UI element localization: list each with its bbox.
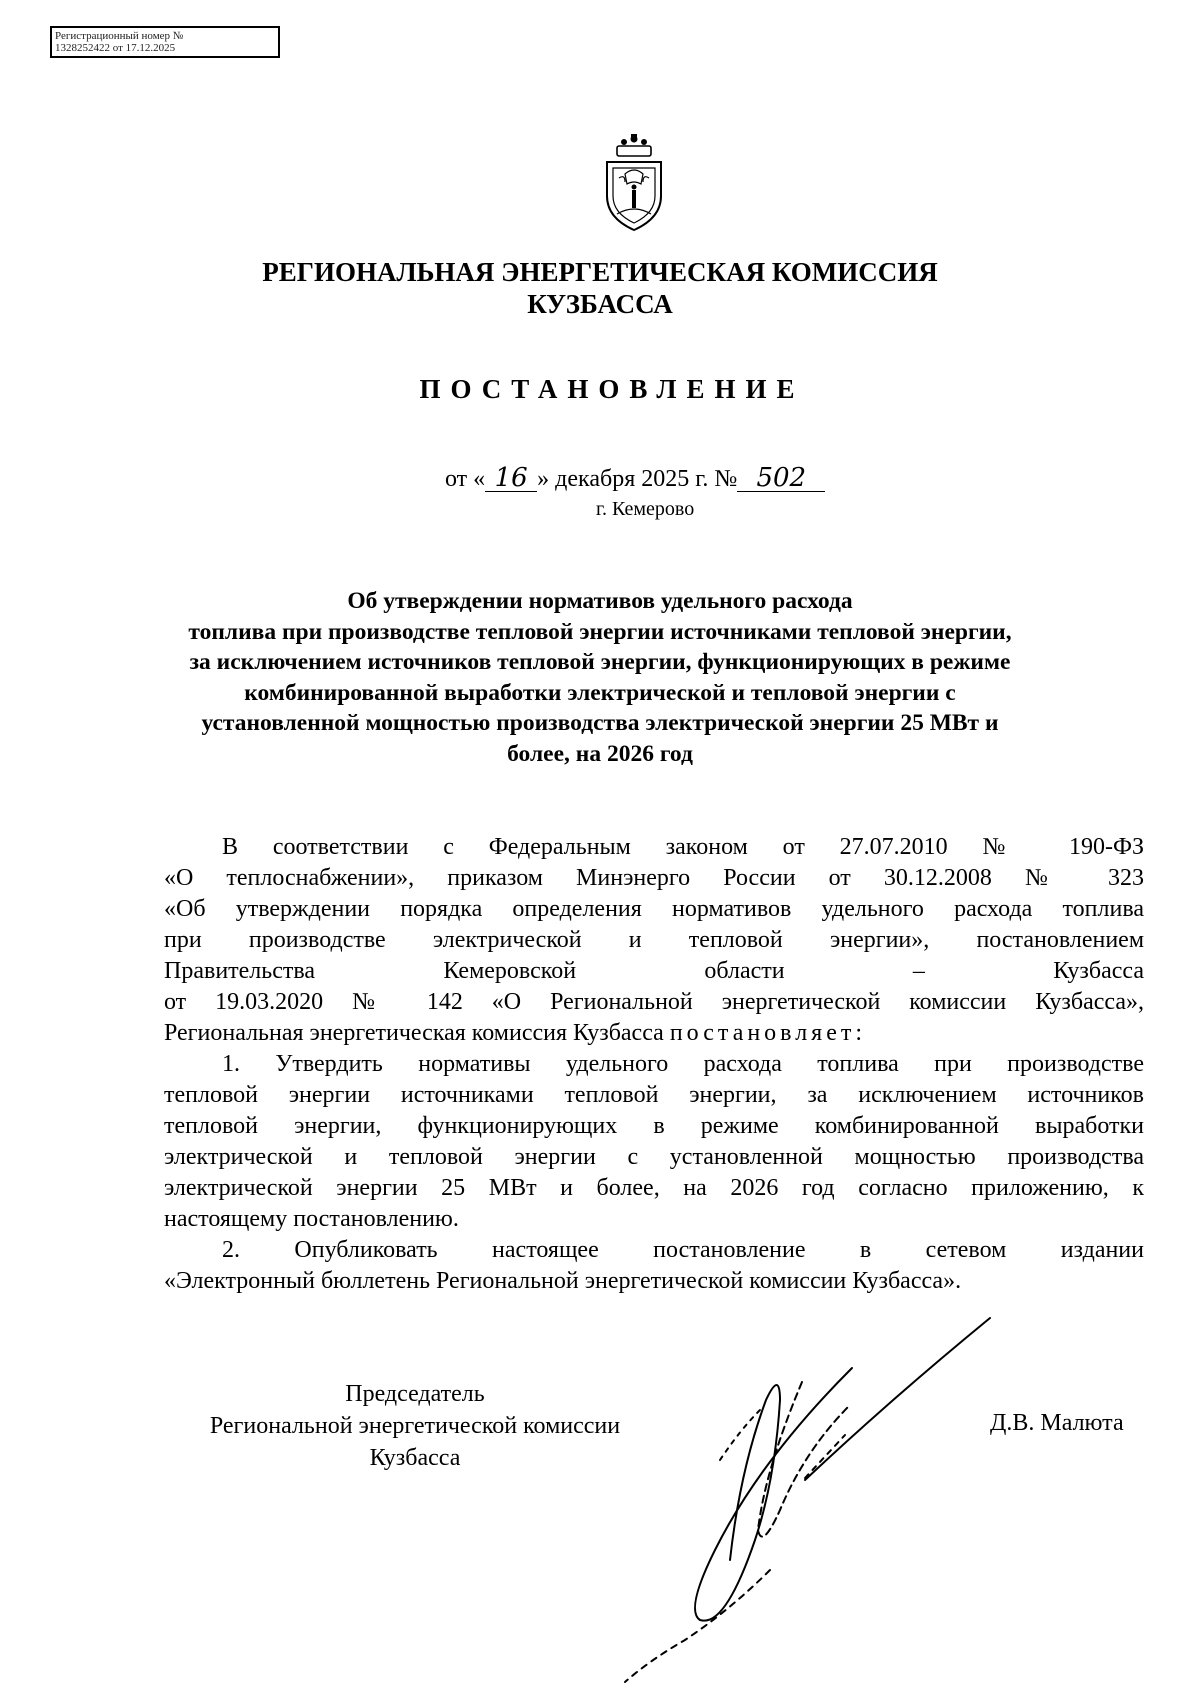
item-2-last-line: «Электронный бюллетень Региональной энергетической комиссии Кузбасса».	[164, 1268, 962, 1294]
item-1-line: тепловой энергии источниками тепловой энергии, за исключением источников	[164, 1082, 1144, 1108]
preamble-line: при производстве электрической и тепловой энергии», постановлением	[164, 927, 1144, 953]
subject-line: комбинированной выработки электрической и тепловой энергии с	[244, 679, 956, 706]
item-1-line: электрической энергии 25 МВт и более, на 2026 год согласно приложению, к	[164, 1175, 1144, 1201]
organization-title	[0, 256, 1200, 320]
item-2-line: 2. Опубликовать настоящее постановление в сетевом издании	[222, 1237, 1144, 1263]
subject-line: Об утверждении нормативов удельного расхода	[347, 588, 853, 614]
item-1-paragraph	[164, 1049, 1144, 1235]
item-1-last-line: настоящему постановлению.	[164, 1206, 459, 1232]
preamble-line: «Об утверждении порядка определения нормативов удельного расхода топлива	[164, 896, 1144, 922]
subject-line: топлива при производстве тепловой энергии источниками тепловой энергии,	[188, 618, 1012, 645]
subject-line: более, на 2026 год	[507, 740, 693, 767]
item-1-line: тепловой энергии, функционирующих в режиме комбинированной выработки	[164, 1113, 1144, 1139]
signer-title-line2: Региональной энергетической комиссии	[209, 1413, 621, 1439]
document-type: ПОСТАНОВЛЕНИЕ	[419, 374, 805, 404]
preamble-line: «О теплоснабжении», приказом Минэнерго России от 30.12.2008 № 323	[164, 865, 1144, 891]
signer-title-line1: Председатель	[345, 1381, 485, 1407]
preamble-line: от 19.03.2020 № 142 «О Региональной энергетической комиссии Кузбасса»,	[164, 989, 1144, 1015]
preamble-paragraph	[164, 832, 1144, 1049]
registration-number: 1328252422 от 17.12.2025	[55, 42, 176, 54]
city: г. Кемерово	[596, 498, 695, 520]
date-middle: » декабря 2025 г. №	[537, 466, 738, 492]
item-1-line: электрической и тепловой энергии с установленной мощностью производства	[164, 1144, 1144, 1170]
subject-line: за исключением источников тепловой энергии, функционирующих в режиме	[189, 649, 1011, 675]
registration-label: Регистрационный номер №	[55, 30, 184, 42]
signer-name: Д.В. Малюта	[990, 1410, 1124, 1436]
organization-title-line1: РЕГИОНАЛЬНАЯ ЭНЕРГЕТИЧЕСКАЯ КОМИССИЯ	[262, 257, 938, 287]
subject-line: установленной мощностью производства электрической энергии 25 МВт и	[201, 710, 999, 736]
preamble-last-line	[164, 1018, 1144, 1049]
item-1-line: 1. Утвердить нормативы удельного расхода топлива при производстве	[222, 1051, 1144, 1077]
preamble-line: В соответствии с Федеральным законом от 27.07.2010 № 190-ФЗ	[222, 834, 1144, 860]
organization-title-line2: КУЗБАССА	[527, 289, 673, 319]
date-day-handwritten: 16	[485, 465, 537, 492]
handwritten-signature	[590, 1310, 1020, 1695]
document-number-handwritten: 502	[737, 465, 825, 492]
document-subject	[0, 586, 1200, 769]
resolves-word: постановляет:	[669, 1020, 867, 1046]
coat-of-arms-icon	[595, 134, 673, 234]
item-2-paragraph	[164, 1235, 1144, 1297]
registration-stamp	[50, 26, 280, 58]
date-prefix: от «	[445, 466, 486, 492]
date-line	[445, 465, 825, 493]
preamble-last-text: Региональная энергетическая комиссия Кузбасса	[164, 1020, 664, 1046]
signer-title-line3: Кузбасса	[369, 1445, 461, 1471]
preamble-line: Правительства Кемеровской области – Кузбасса	[164, 958, 1144, 984]
